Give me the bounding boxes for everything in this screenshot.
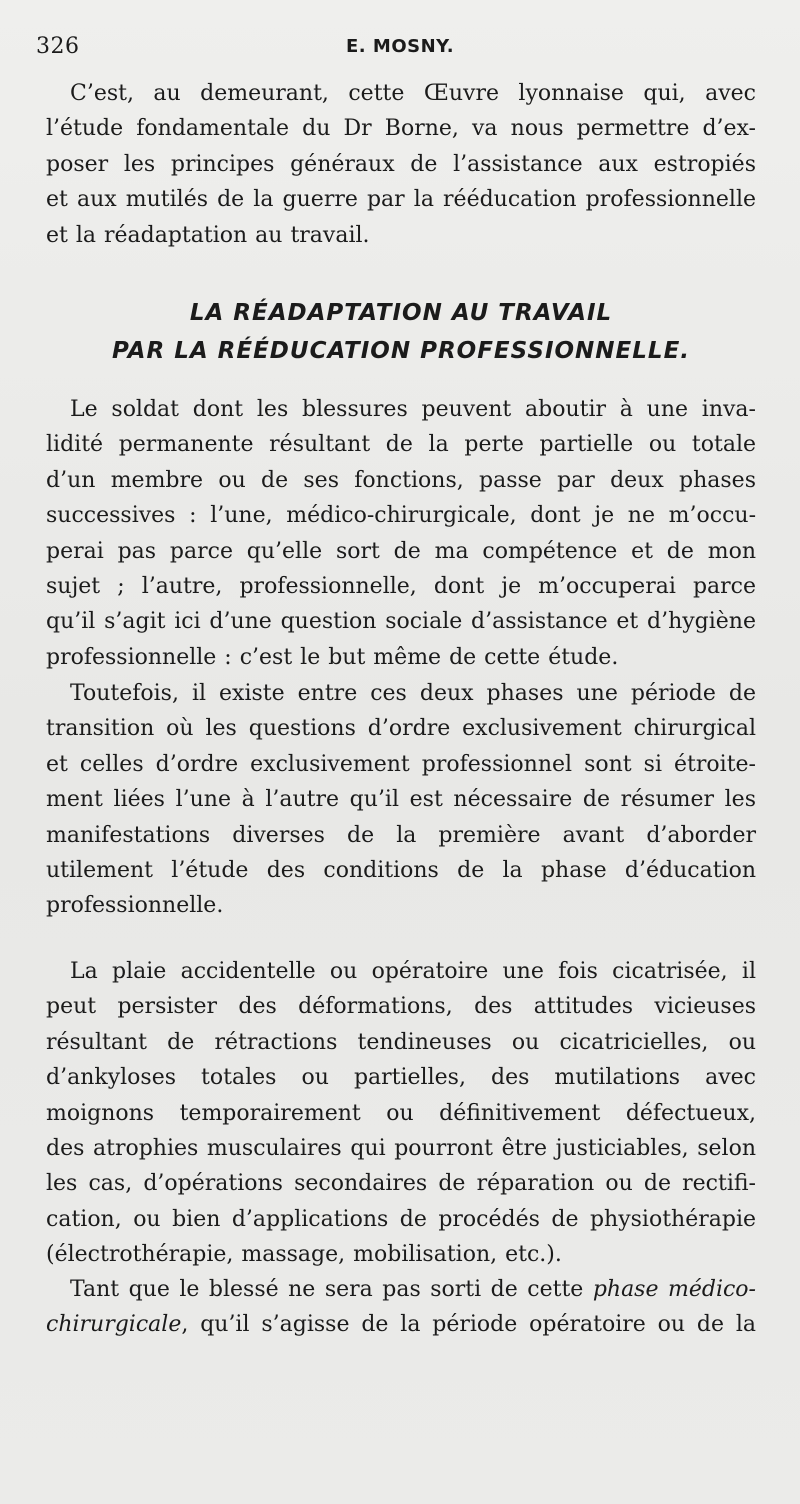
- page-header: [36, 34, 766, 64]
- text-segment: , qu’il s’agisse de la période opératoire ou de la: [181, 1312, 756, 1338]
- text-line: résultant de rétractions tendineuses ou cicatricielles, ou: [46, 1029, 756, 1055]
- section-heading: [46, 294, 756, 370]
- page-number: 326: [36, 34, 80, 59]
- text-line: professionnelle.: [46, 893, 224, 919]
- text-line: perai pas parce qu’elle sort de ma compétence et de mon: [46, 538, 756, 564]
- paragraph-1: [46, 76, 756, 253]
- text-line: des atrophies musculaires qui pourront être justiciables, selon: [46, 1136, 756, 1162]
- text-line: et celles d’ordre exclusivement professionnel sont si étroite-: [46, 751, 756, 777]
- text-line: professionnelle : c’est le but même de cette étude.: [46, 644, 619, 670]
- text-line: (électrothérapie, massage, mobilisation, etc.).: [46, 1242, 562, 1268]
- text-line: les cas, d’opérations secondaires de réparation ou de rectifi-: [46, 1171, 756, 1197]
- text-line: [46, 1307, 756, 1342]
- text-line: qu’il s’agit ici d’une question sociale d’assistance et d’hygiène: [46, 609, 756, 635]
- paragraph-3: [46, 676, 756, 924]
- text-line: poser les principes généraux de l’assistance aux estropiés: [46, 151, 756, 177]
- text-line: ment liées l’une à l’autre qu’il est nécessaire de résumer les: [46, 787, 756, 813]
- italic-text: phase médico-: [592, 1277, 756, 1302]
- paragraph-5: [46, 1272, 756, 1343]
- paragraph-4: [46, 954, 756, 1273]
- section-heading-line-1: LA RÉADAPTATION AU TRAVAIL: [189, 300, 613, 326]
- text-line: utilement l’étude des conditions de la phase d’éducation: [46, 858, 756, 884]
- section-heading-line-2: PAR LA RÉÉDUCATION PROFESSIONNELLE.: [111, 338, 691, 364]
- text-line: et aux mutilés de la guerre par la rééducation professionnelle: [46, 187, 756, 213]
- text-line: successives : l’une, médico-chirurgicale, dont je ne m’occu-: [46, 503, 756, 529]
- text-line: lidité permanente résultant de la perte partielle ou totale: [46, 432, 756, 458]
- text-line: Toutefois, il existe entre ces deux phases une période de: [70, 681, 756, 706]
- text-line: C’est, au demeurant, cette Œuvre lyonnaise qui, avec: [70, 81, 756, 106]
- text-line: l’étude fondamentale du Dr Borne, va nous permettre d’ex-: [46, 116, 756, 142]
- italic-text: chirurgicale: [46, 1312, 182, 1338]
- text-line: moignons temporairement ou définitivement défectueux,: [46, 1100, 756, 1126]
- text-line: d’ankyloses totales ou partielles, des mutilations avec: [46, 1065, 756, 1091]
- text-line: sujet ; l’autre, professionnelle, dont je m’occuperai parce: [46, 574, 756, 600]
- text-line: manifestations diverses de la première avant d’aborder: [46, 822, 756, 848]
- text-line: et la réadaptation au travail.: [46, 222, 370, 248]
- paragraph-2: [46, 392, 756, 675]
- running-head: E. MOSNY.: [346, 36, 455, 57]
- text-line: Le soldat dont les blessures peuvent aboutir à une inva-: [70, 397, 756, 422]
- text-line: [46, 1272, 756, 1307]
- text-line: transition où les questions d’ordre exclusivement chirurgical: [46, 716, 756, 742]
- text-line: La plaie accidentelle ou opératoire une fois cicatrisée, il: [70, 959, 756, 984]
- text-line: peut persister des déformations, des attitudes vicieuses: [46, 994, 756, 1020]
- text-segment: Tant que le blessé ne sera pas sorti de cette: [70, 1277, 593, 1302]
- text-line: cation, ou bien d’applications de procédés de physiothérapie: [46, 1206, 756, 1232]
- text-line: d’un membre ou de ses fonctions, passe par deux phases: [46, 467, 756, 493]
